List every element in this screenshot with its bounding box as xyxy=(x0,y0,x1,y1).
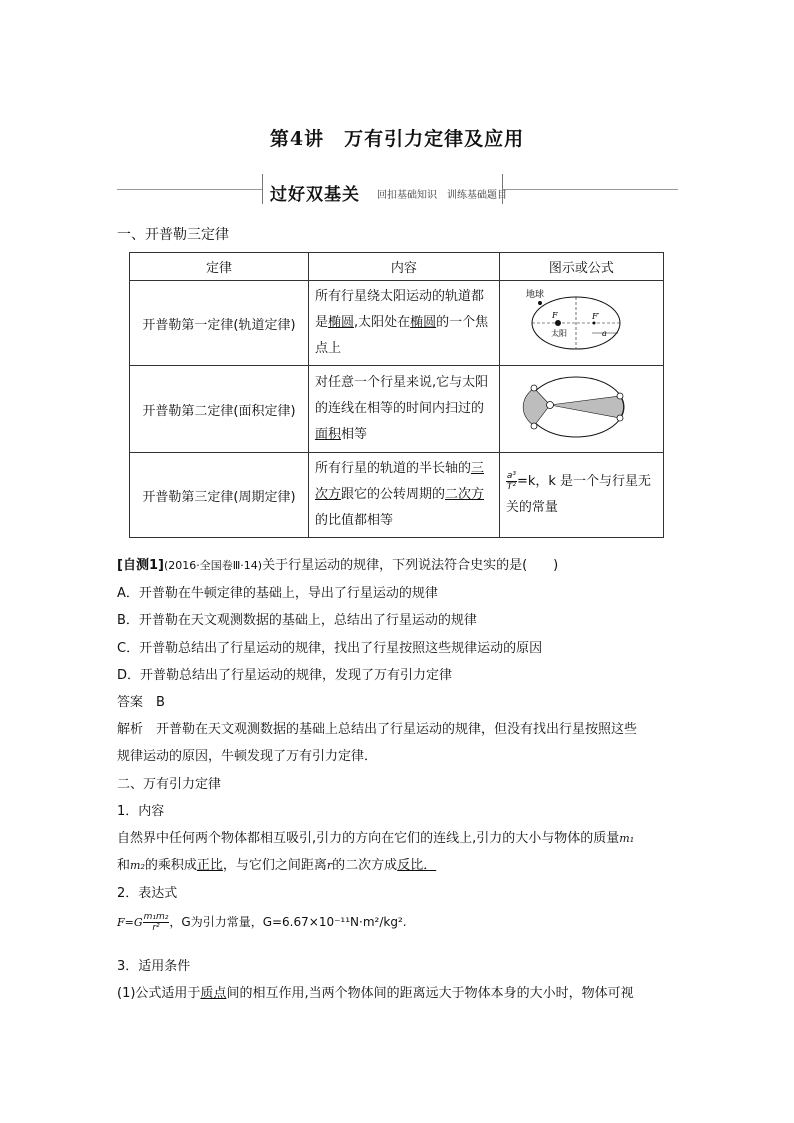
first-law-diagram xyxy=(500,281,652,361)
item3-title: 3．适用条件 xyxy=(117,959,191,974)
svg-text:F: F xyxy=(551,311,558,320)
banner-rule-right xyxy=(502,189,678,190)
area-law-figure xyxy=(499,366,663,453)
answer-value: B xyxy=(156,695,165,710)
table-row xyxy=(130,453,664,538)
table-header-row xyxy=(130,253,664,281)
sun-focus-marker xyxy=(555,320,561,326)
law-content: 所有行星绕太阳运动的轨道都是椭圆,太阳处在椭圆的一个焦点上 xyxy=(308,281,499,366)
option-b: B．开普勒在天文观测数据的基础上，总结出了行星运动的规律 xyxy=(117,613,477,628)
analysis-label: 解析 xyxy=(117,722,144,737)
content-line-2: 和m₂的乘积成正比，与它们之间距离r的二次方成反比． xyxy=(117,858,437,873)
table-row xyxy=(130,366,664,453)
option-c: C．开普勒总结出了行星运动的规律，找出了行星按照这些规律运动的原因 xyxy=(117,641,543,656)
earth-marker xyxy=(538,301,542,305)
content-line-1: 自然界中任何两个物体都相互吸引,引力的方向在它们的连线上,引力的大小与物体的质量m₁ xyxy=(117,831,635,846)
law-content: 对任意一个行星来说,它与太阳的连线在相等的时间内扫过的面积相等 xyxy=(308,366,499,453)
analysis-line-2: 规律运动的原因，牛顿发现了万有引力定律． xyxy=(117,749,378,764)
banner-main-text: 过好双基关 xyxy=(270,185,360,205)
gravitation-formula: F=G $\frac{\text{m₁m₂}}{\text{r²}}$ ，G为引力常量，G=6.67×10⁻¹¹N·m²/kg². xyxy=(117,912,407,933)
section1-heading: 一、开普勒三定律 xyxy=(117,227,229,243)
svg-text:太阳: 太阳 xyxy=(550,329,567,338)
third-law-formula: $\frac{\text{a³}}{\text{T²}}$ =k，k 是一个与行星无关的常量 xyxy=(499,453,663,538)
selftest-label: [自测1] xyxy=(117,558,164,573)
formula-fraction: $\frac{\text{a³}}{\text{T²}}$ xyxy=(506,471,516,492)
column-header: 图示或公式 xyxy=(499,253,663,281)
law-name: 开普勒第一定律(轨道定律) xyxy=(130,281,309,366)
answer-label: 答案 xyxy=(117,695,144,710)
law-name: 开普勒第二定律(面积定律) xyxy=(130,366,309,453)
selftest-question-text: 关于行星运动的规律，下列说法符合史实的是( ) xyxy=(262,558,559,573)
selftest-question xyxy=(117,557,558,575)
condition-1: (1)公式适用于质点间的相互作用,当两个物体间的距离远大于物体本身的大小时，物体可视 xyxy=(117,986,634,1001)
law-content: 所有行星的轨道的半长轴的三次方跟它的公转周期的二次方的比值都相等 xyxy=(308,453,499,538)
table-row xyxy=(130,281,664,366)
formula-fraction: $\frac{\text{m₁m₂}}{\text{r²}}$ xyxy=(143,912,169,933)
selftest-source: (2016·全国卷Ⅲ·14) xyxy=(163,559,263,572)
svg-text:F′: F′ xyxy=(591,312,600,321)
banner-bracket-left xyxy=(262,174,269,204)
second-law-diagram xyxy=(500,366,652,448)
item2-title: 2．表达式 xyxy=(117,886,178,901)
banner-sub-text: 回扣基础知识 训练基础题目 xyxy=(377,190,507,201)
section2-heading: 二、万有引力定律 xyxy=(117,777,222,792)
kepler-table xyxy=(129,252,664,538)
svg-text:a: a xyxy=(601,329,607,338)
ellipse-orbit-figure xyxy=(499,281,663,366)
law-name: 开普勒第三定律(周期定律) xyxy=(130,453,309,538)
answer-line xyxy=(117,694,165,712)
banner-rule-left xyxy=(117,189,262,190)
item1-title: 1．内容 xyxy=(117,804,165,819)
analysis-line-1: 解析 开普勒在天文观测数据的基础上总结出了行星运动的规律，但没有找出行星按照这些 xyxy=(117,722,638,737)
option-a: A．开普勒在牛顿定律的基础上，导出了行星运动的规律 xyxy=(117,586,438,601)
svg-text:地球: 地球 xyxy=(525,290,544,300)
option-d: D．开普勒总结出了行星运动的规律，发现了万有引力定律 xyxy=(117,668,453,683)
column-header: 内容 xyxy=(308,253,499,281)
sun-marker xyxy=(546,402,553,409)
column-header: 定律 xyxy=(130,253,309,281)
page-title: 第4讲 万有引力定律及应用 xyxy=(269,128,525,150)
